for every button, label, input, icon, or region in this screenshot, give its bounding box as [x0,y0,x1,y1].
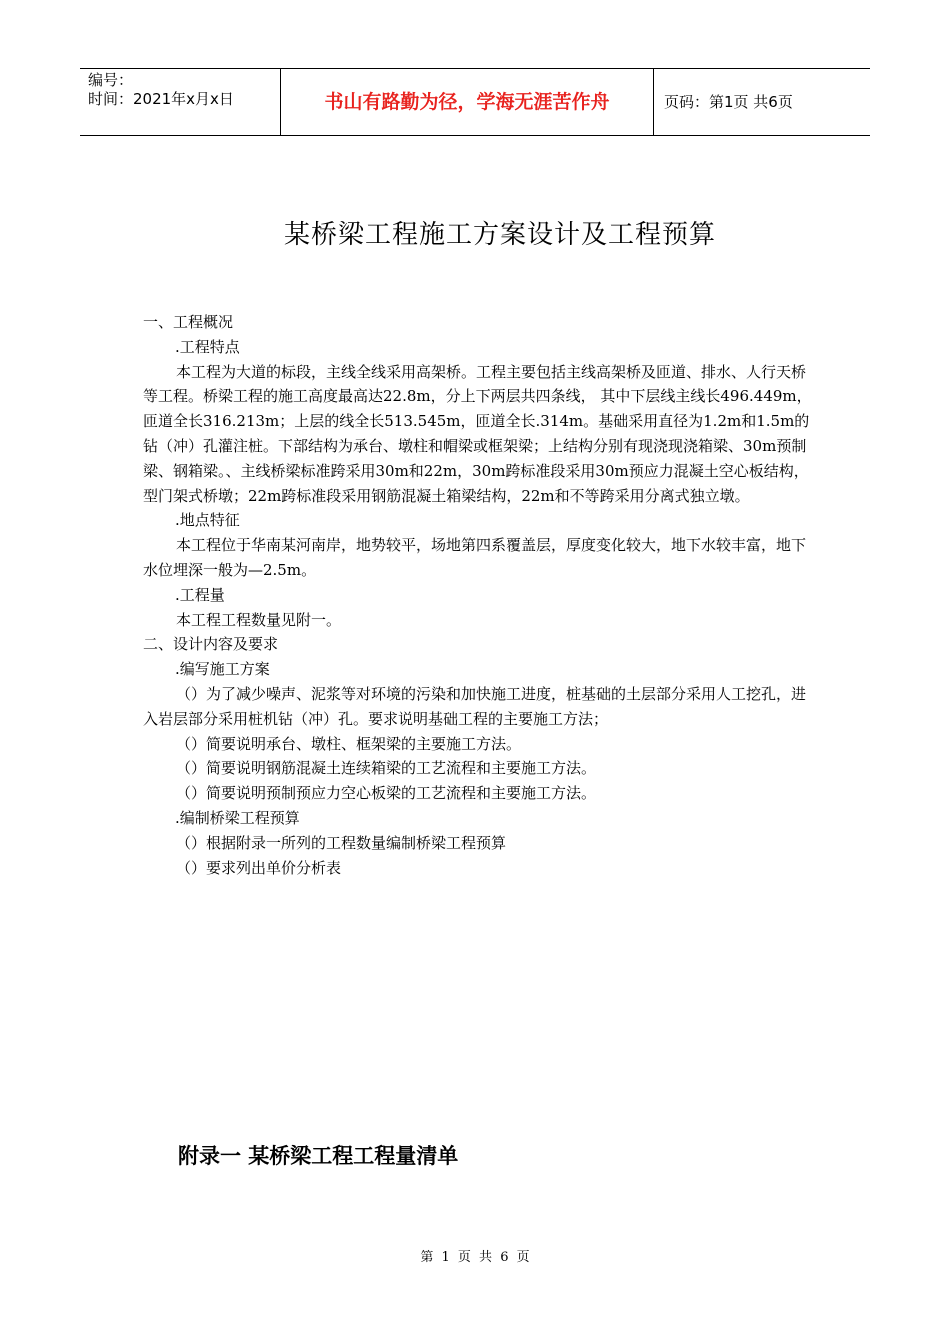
document-title: 某桥梁工程施工方案设计及工程预算 [283,220,716,250]
subsection-heading-quantity: .工程量 [175,585,225,604]
paragraph-plan-2: （）简要说明承台、墩柱、框架梁的主要施工方法。 [176,734,522,753]
paragraph-quantity: 本工程工程数量见附一。 [176,610,342,629]
subsection-heading-budget: .编制桥梁工程预算 [175,808,300,827]
paragraph-budget-1: （）根据附录一所列的工程数量编制桥梁工程预算 [176,833,507,852]
appendix-title: 附录一 某桥梁工程工程量清单 [178,1144,459,1168]
subsection-heading-features: .工程特点 [175,337,240,356]
header-meta [80,69,281,135]
paragraph-budget-2: （）要求列出单价分析表 [176,858,342,877]
header-number-label: 编号： [88,71,134,89]
page-footer: 第 1 页 共 6 页 [420,1250,530,1265]
header-date-label: 时间：2021年x月x日 [88,90,234,108]
document-body [143,310,813,880]
paragraph-plan-4: （）简要说明预制预应力空心板梁的工艺流程和主要施工方法。 [176,784,597,803]
header-page-info: 页码：第1页 共6页 [664,93,793,111]
subsection-heading-location: .地点特征 [175,511,240,530]
section-heading-design: 二、设计内容及要求 [143,635,279,654]
paragraph-location: 本工程位于华南某河南岸，地势较平，场地第四系覆盖层，厚度变化较大，地下水较丰富，地下水位埋深一般为—2.5m。 [143,536,807,579]
paragraph-plan-1: （）为了减少噪声、泥浆等对环境的污染和加快施工进度，桩基础的土层部分采用人工挖孔，进入岩层部分采用桩机钻（冲）孔。要求说明基础工程的主要施工方法； [143,684,807,728]
section-heading-overview: 一、工程概况 [143,313,234,331]
paragraph-features: 本工程为大道的标段，主线全线采用高架桥。工程主要包括主线高架桥及匝道、排水、人行天桥等工程。桥梁工程的施工高度最高达22.8m，分上下两层共四条线， 其中下层线主线长496.449m，匝道全长316.213m；上层的线全长513.545m，匝道全长.314m。基础采用直径为1.2m和1.5m的钻（冲）孔灌注桩。下部结构为承台、墩柱和帽梁或框架梁；上结构分别有现浇现浇箱梁、30m预制梁、钢箱梁。、主线桥梁标准跨采用30m和22m，30m跨标准段采用30m预应力混凝土空心板结构，型门架式桥墩；22m跨标准段采用钢筋混凝土箱梁结构，22m和不等跨采用分离式独立墩。 [143,362,812,505]
header-motto: 书山有路勤为径，学海无涯苦作舟 [281,69,654,135]
paragraph-plan-3: （）简要说明钢筋混凝土连续箱梁的工艺流程和主要施工方法。 [176,759,597,778]
document-header [80,68,870,136]
subsection-heading-plan: .编写施工方案 [175,660,270,679]
